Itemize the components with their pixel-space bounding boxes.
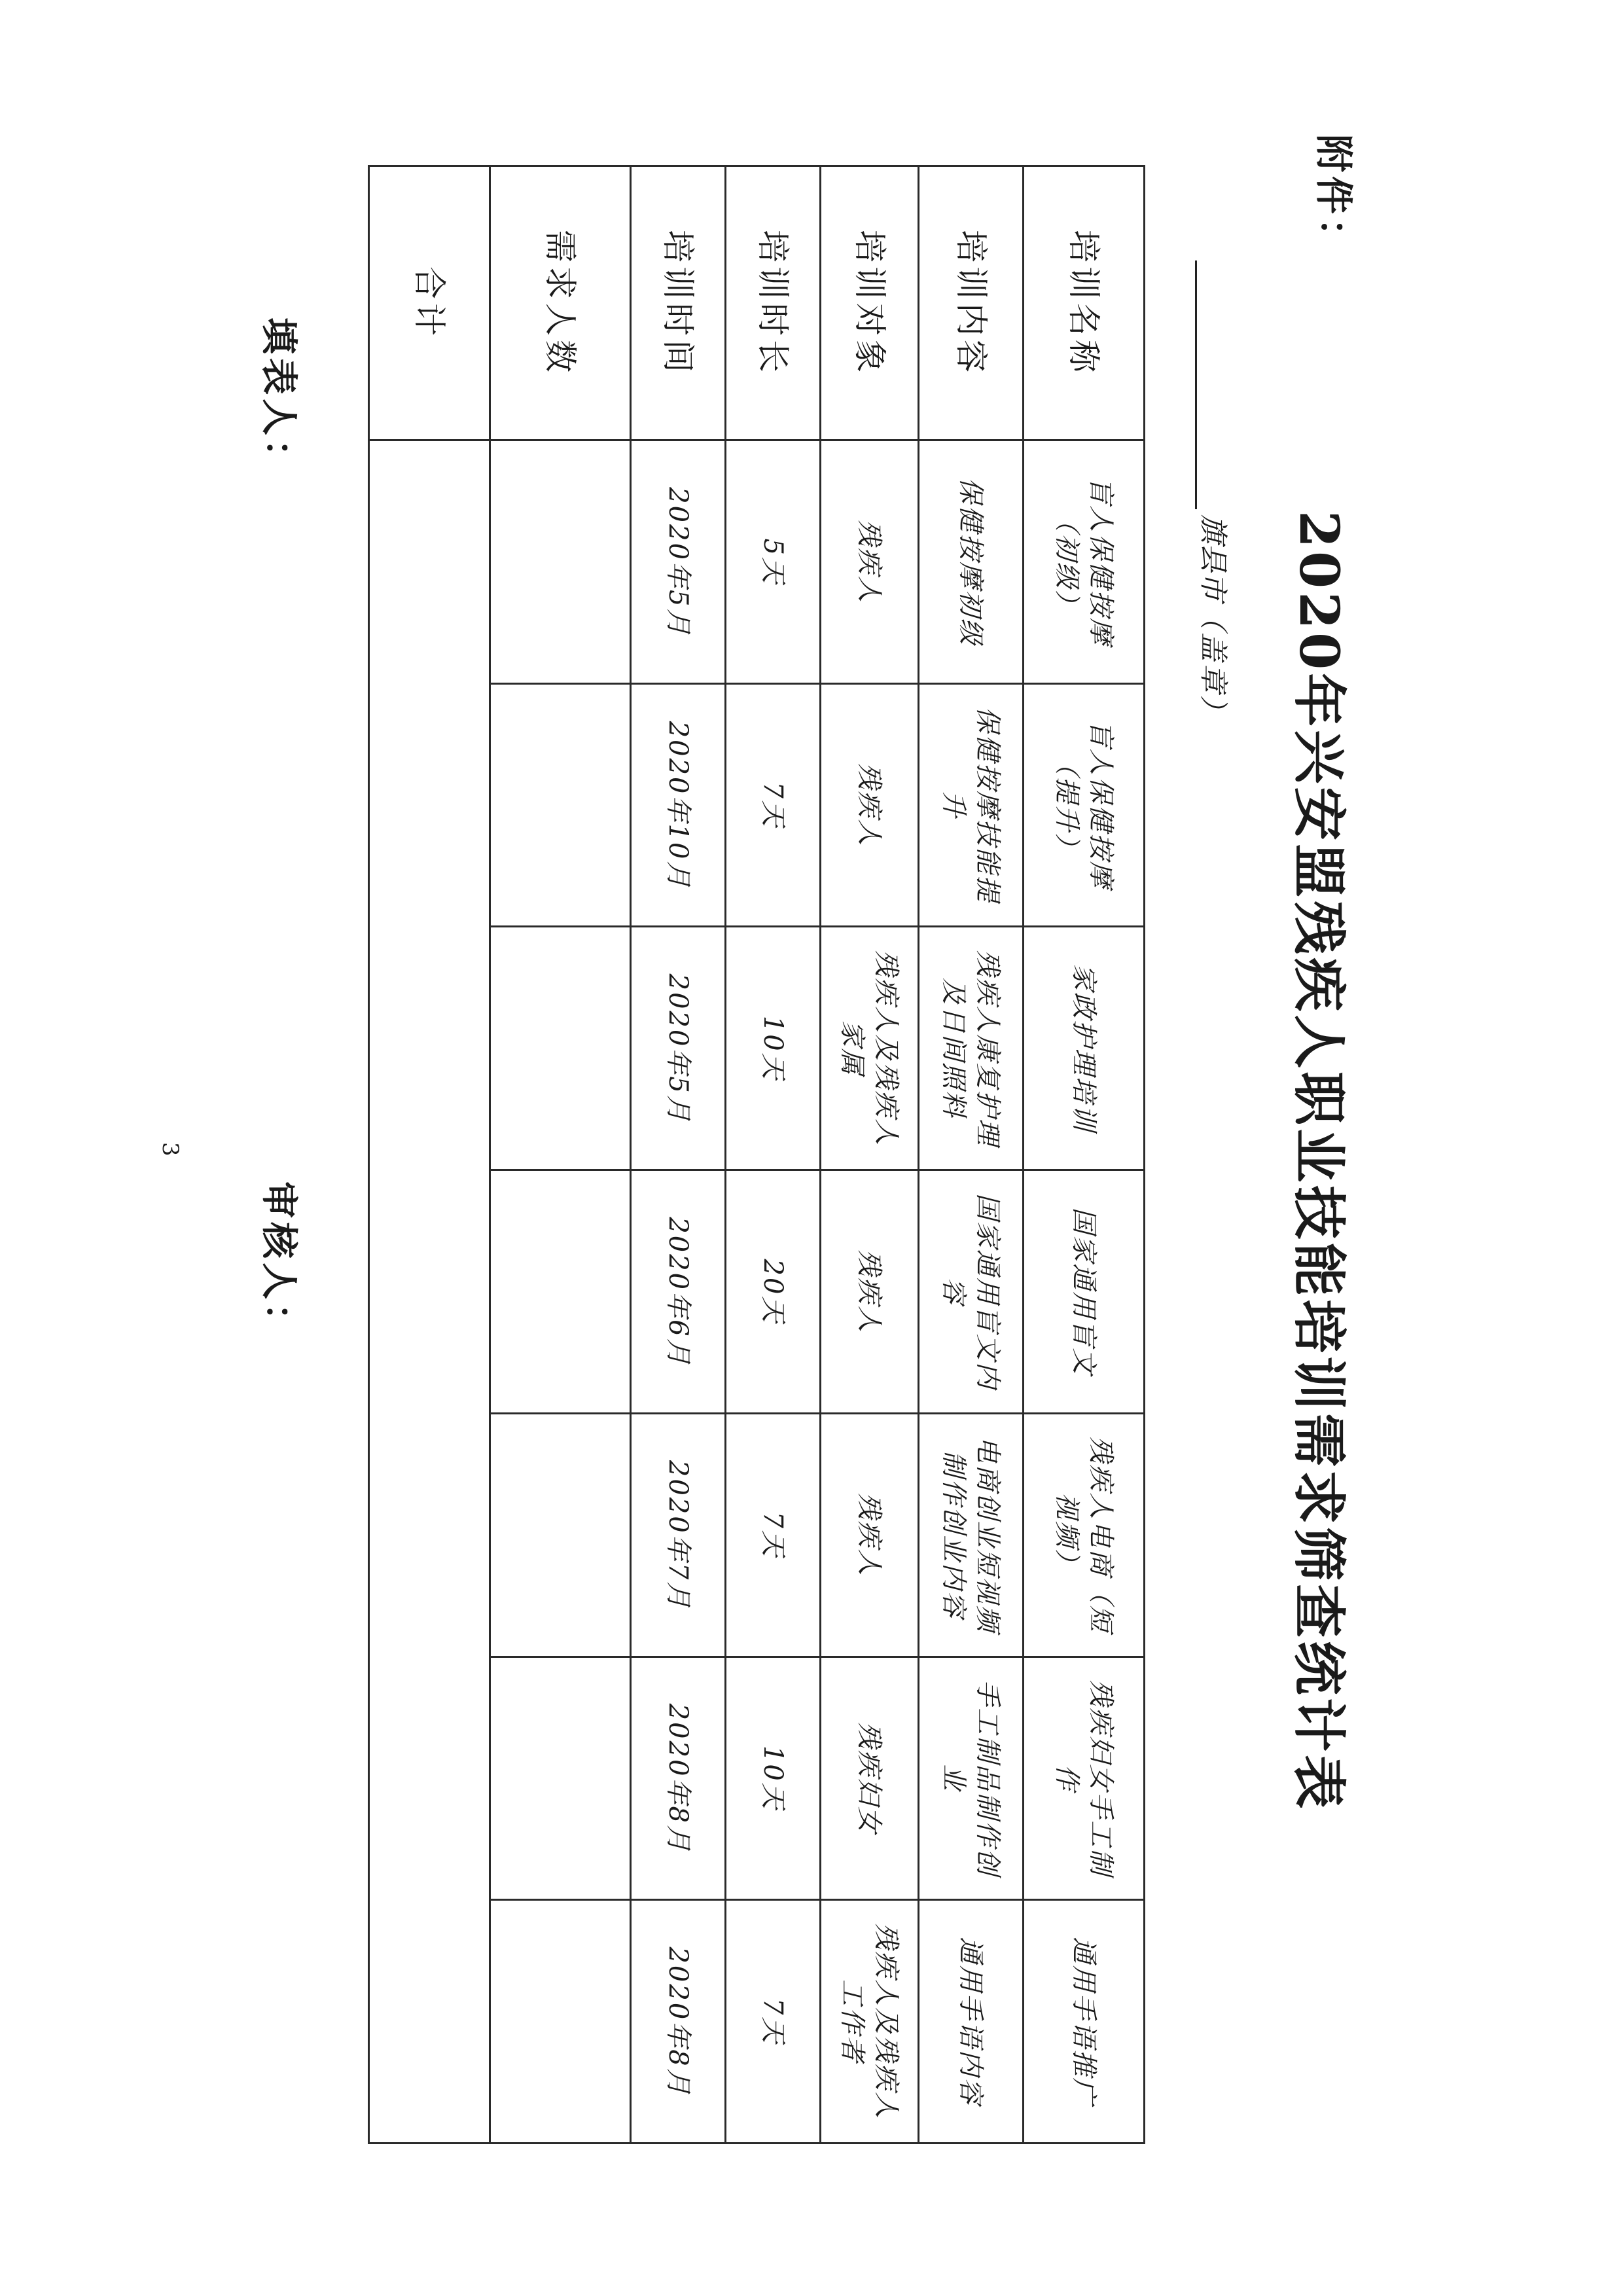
row-header-content: 培训内容	[919, 166, 1024, 440]
row-header-time: 培训时间	[631, 166, 726, 440]
course-duration-cell: 10天	[726, 1657, 821, 1900]
unit-blank-field[interactable]	[1195, 260, 1223, 509]
filler-signature-label: 填表人：	[257, 317, 300, 480]
course-content-cell: 国家通用盲文内容	[919, 1170, 1024, 1414]
course-target-cell: 残疾人	[821, 683, 919, 927]
course-name-cell: 家政护理培训	[1024, 927, 1145, 1170]
attachment-label: 附件：	[1311, 134, 1356, 260]
course-time-cell: 2020年7月	[631, 1413, 726, 1657]
demand-input-cell[interactable]	[490, 927, 631, 1170]
course-content-cell: 电商创业短视频制作创业内容	[919, 1413, 1024, 1657]
course-target-cell: 残疾人	[821, 440, 919, 684]
course-time-cell: 2020年10月	[631, 683, 726, 927]
row-header-total: 合计	[369, 166, 490, 440]
training-demand-table	[368, 165, 1145, 2144]
demand-input-cell[interactable]	[490, 1657, 631, 1900]
unit-label: 旗县市	[1196, 514, 1230, 601]
row-header-name: 培训名称	[1024, 166, 1145, 440]
course-duration-cell: 5天	[726, 440, 821, 684]
course-name-cell: 盲人保健按摩（提升）	[1024, 683, 1145, 927]
table-row	[369, 166, 490, 2144]
course-time-cell: 2020年8月	[631, 1657, 726, 1900]
page-number: 3	[157, 1142, 183, 1157]
demand-input-cell[interactable]	[490, 1900, 631, 2144]
stamp-note: （盖章）	[1196, 601, 1230, 726]
demand-input-cell[interactable]	[490, 1413, 631, 1657]
table-row	[631, 166, 726, 2144]
course-content-cell: 保健按摩初级	[919, 440, 1024, 684]
course-target-cell: 残疾妇女	[821, 1657, 919, 1900]
table-row	[1024, 166, 1145, 2144]
demand-input-cell[interactable]	[490, 1170, 631, 1414]
course-content-cell: 手工制品制作创业	[919, 1657, 1024, 1900]
course-name-cell: 残疾妇女手工制作	[1024, 1657, 1145, 1900]
reviewer-signature-label: 审核人：	[257, 1181, 300, 1344]
course-name-cell: 国家通用盲文	[1024, 1170, 1145, 1414]
course-target-cell: 残疾人	[821, 1170, 919, 1414]
course-duration-cell: 7天	[726, 683, 821, 927]
course-name-cell: 盲人保健按摩（初级）	[1024, 440, 1145, 684]
course-content-cell: 保健按摩技能提升	[919, 683, 1024, 927]
course-time-cell: 2020年6月	[631, 1170, 726, 1414]
table-row	[726, 166, 821, 2144]
course-time-cell: 2020年5月	[631, 927, 726, 1170]
course-time-cell: 2020年5月	[631, 440, 726, 684]
table-row	[821, 166, 919, 2144]
total-input-cell[interactable]	[369, 440, 490, 2144]
table-row	[490, 166, 631, 2144]
course-target-cell: 残疾人及残疾人工作者	[821, 1900, 919, 2144]
course-name-cell: 通用手语推广	[1024, 1900, 1145, 2144]
document-title: 2020年兴安盟残疾人职业技能培训需求筛查统计表	[1287, 511, 1350, 1812]
course-content-cell: 残疾人康复护理及日间照料	[919, 927, 1024, 1170]
row-header-duration: 培训时长	[726, 166, 821, 440]
course-target-cell: 残疾人及残疾人家属	[821, 927, 919, 1170]
unit-line	[1195, 260, 1237, 726]
course-time-cell: 2020年8月	[631, 1900, 726, 2144]
course-target-cell: 残疾人	[821, 1413, 919, 1657]
course-duration-cell: 20天	[726, 1170, 821, 1414]
table-row	[919, 166, 1024, 2144]
row-header-target: 培训对象	[821, 166, 919, 440]
demand-input-cell[interactable]	[490, 440, 631, 684]
course-name-cell: 残疾人电商（短视频）	[1024, 1413, 1145, 1657]
course-content-cell: 通用手语内容	[919, 1900, 1024, 2144]
course-duration-cell: 10天	[726, 927, 821, 1170]
course-duration-cell: 7天	[726, 1900, 821, 2144]
demand-input-cell[interactable]	[490, 683, 631, 927]
course-duration-cell: 7天	[726, 1413, 821, 1657]
row-header-demand: 需求人数	[490, 166, 631, 440]
